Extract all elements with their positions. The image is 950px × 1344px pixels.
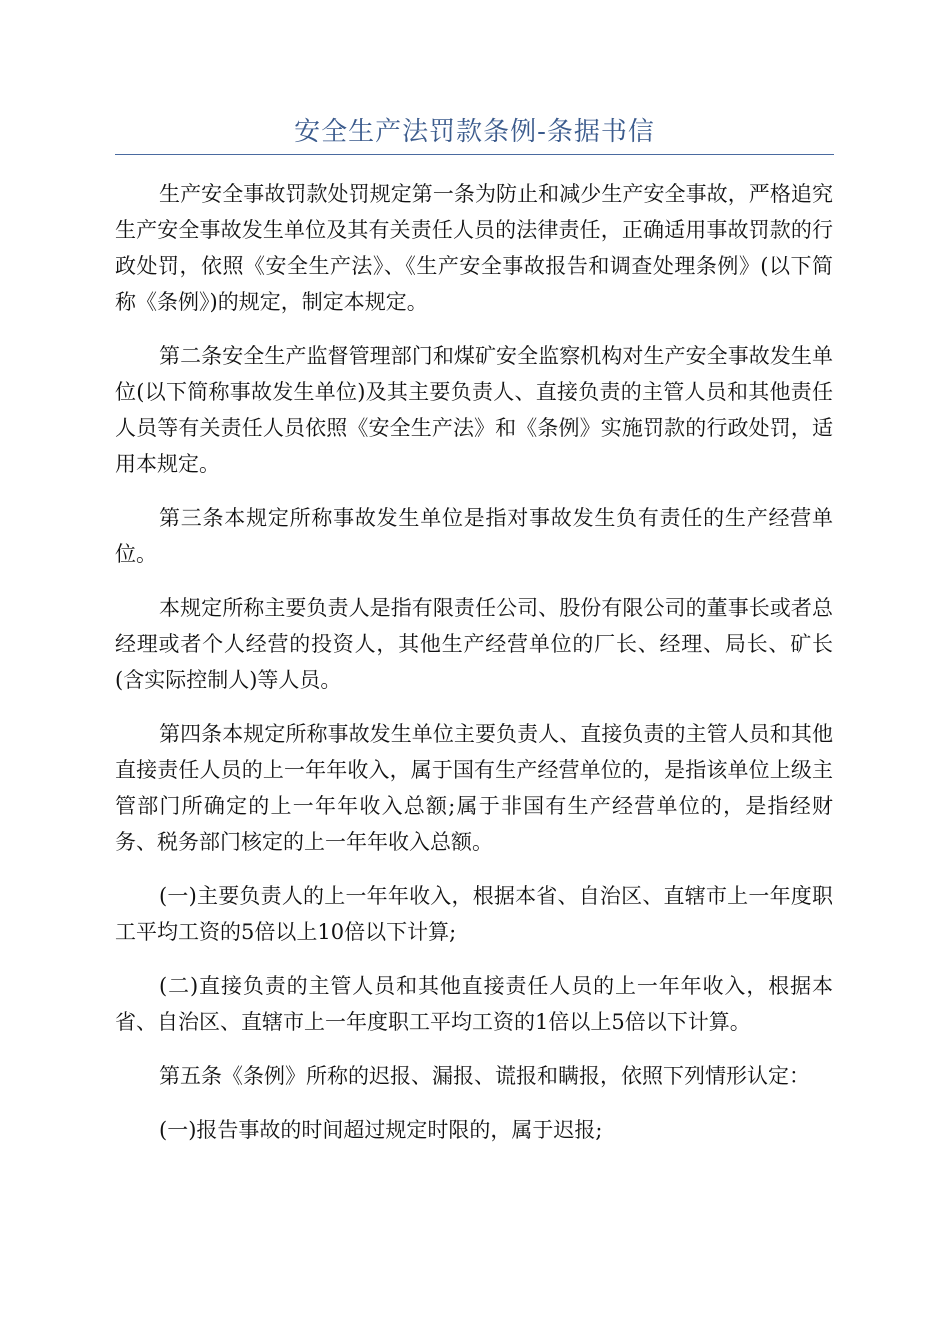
title-underline <box>115 154 834 155</box>
paragraph-item-2: (二)直接负责的主管人员和其他直接责任人员的上一年年收入，根据本省、自治区、直辖市上一年度职工平均工资的1倍以上5倍以下计算。 <box>115 974 833 1034</box>
paragraph-article-4: 第四条本规定所称事故发生单位主要负责人、直接负责的主管人员和其他直接责任人员的上一年年收入，属于国有生产经营单位的，是指该单位上级主管部门所确定的上一年年收入总额;属于非国有生产经营单位的，是指经财务、税务部门核定的上一年年收入总额。 <box>115 722 833 854</box>
paragraph-principal-definition: 本规定所称主要负责人是指有限责任公司、股份有限公司的董事长或者总经理或者个人经营的投资人，其他生产经营单位的厂长、经理、局长、矿长(含实际控制人)等人员。 <box>115 596 833 692</box>
document-body <box>115 176 833 1166</box>
paragraph-article-1: 生产安全事故罚款处罚规定第一条为防止和减少生产安全事故，严格追究生产安全事故发生单位及其有关责任人员的法律责任，正确适用事故罚款的行政处罚，依照《安全生产法》、《生产安全事故报告和调查处理条例》(以下简称《条例》)的规定，制定本规定。 <box>115 182 833 314</box>
paragraph-article-2: 第二条安全生产监督管理部门和煤矿安全监察机构对生产安全事故发生单位(以下简称事故发生单位)及其主要负责人、直接负责的主管人员和其他责任人员等有关责任人员依照《安全生产法》和《条例》实施罚款的行政处罚，适用本规定。 <box>115 344 833 476</box>
page-title: 安全生产法罚款条例-条据书信 <box>294 117 655 147</box>
paragraph-item-1: (一)主要负责人的上一年年收入，根据本省、自治区、直辖市上一年度职工平均工资的5倍以上10倍以下计算; <box>115 884 833 944</box>
paragraph-article-3: 第三条本规定所称事故发生单位是指对事故发生负有责任的生产经营单位。 <box>115 506 833 566</box>
paragraph-late-report: (一)报告事故的时间超过规定时限的，属于迟报; <box>159 1118 603 1142</box>
paragraph-article-5: 第五条《条例》所称的迟报、漏报、谎报和瞒报，依照下列情形认定： <box>159 1064 810 1088</box>
